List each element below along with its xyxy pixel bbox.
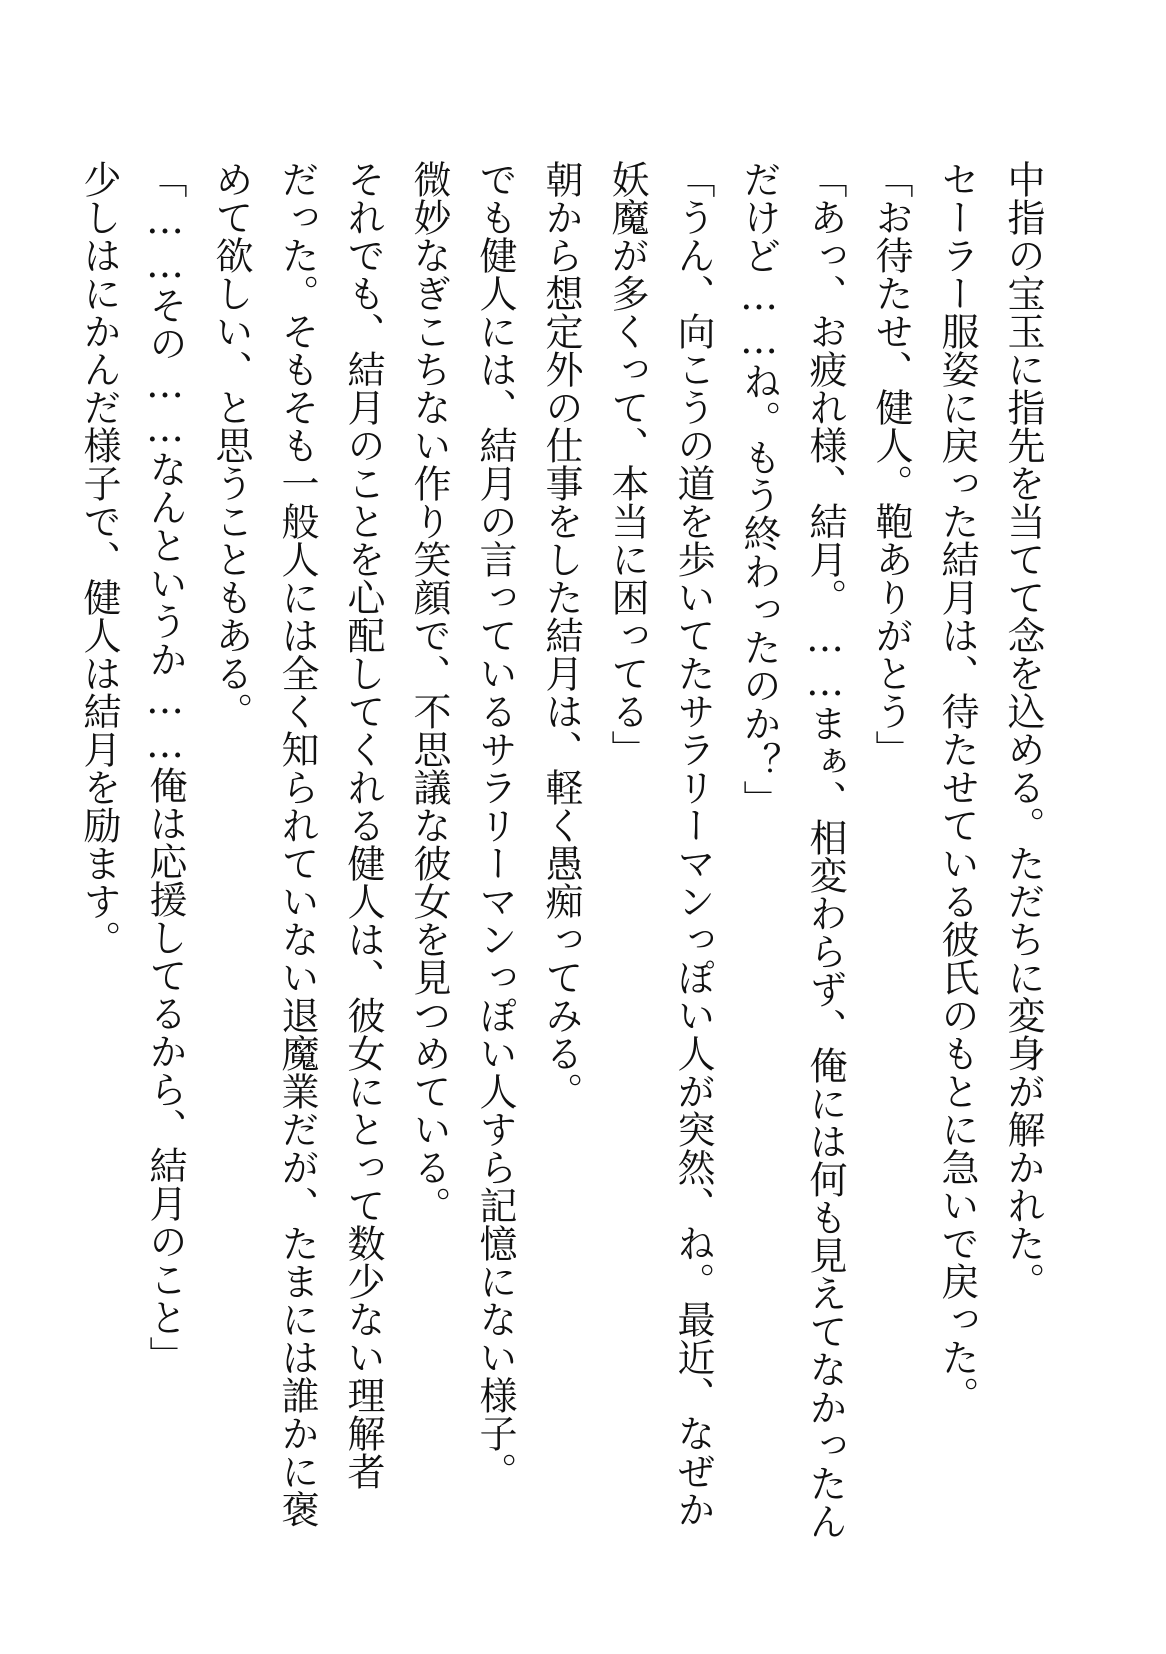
text-line: でも健人には、結月の言っているサラリーマンっぽい人すら記憶にない様子。 [473, 160, 517, 1490]
text-line: それでも、結月のことを心配してくれる健人は、彼女にとって数少ない理解者 [341, 160, 385, 1490]
text-line: 「お待たせ、健人。鞄ありがとう」 [869, 160, 913, 768]
vertical-text-body [66, 160, 1056, 1540]
text-line: 朝から想定外の仕事をした結月は、軽く愚痴ってみる。 [539, 160, 583, 1110]
text-line: だった。そもそも一般人には全く知られていない退魔業だが、たまには誰かに褒 [275, 160, 319, 1528]
text-line: めて欲しい、と思うこともある。 [209, 160, 253, 730]
text-line: 「……その……なんというか……俺は応援してるから、結月のこと」 [143, 160, 187, 1374]
text-line: 「うん、向こうの道を歩いてたサラリーマンっぽい人が突然、ね。最近、なぜか [671, 160, 715, 1528]
text-line: セーラー服姿に戻った結月は、待たせている彼氏のもとに急いで戻った。 [935, 160, 979, 1414]
text-line: 「あっ、お疲れ様、結月。……まぁ、相変わらず、俺には何も見えてなかったん [803, 160, 847, 1540]
text-line: 中指の宝玉に指先を当てて念を込める。ただちに変身が解かれた。 [1001, 160, 1045, 1300]
text-line: だけど……ね。もう終わったのか？」 [737, 160, 781, 818]
text-line: 妖魔が多くって、本当に困ってる」 [605, 160, 649, 768]
text-line: 少しはにかんだ様子で、健人は結月を励ます。 [77, 160, 121, 958]
text-line: 微妙なぎこちない作り笑顔で、不思議な彼女を見つめている。 [407, 160, 451, 1224]
